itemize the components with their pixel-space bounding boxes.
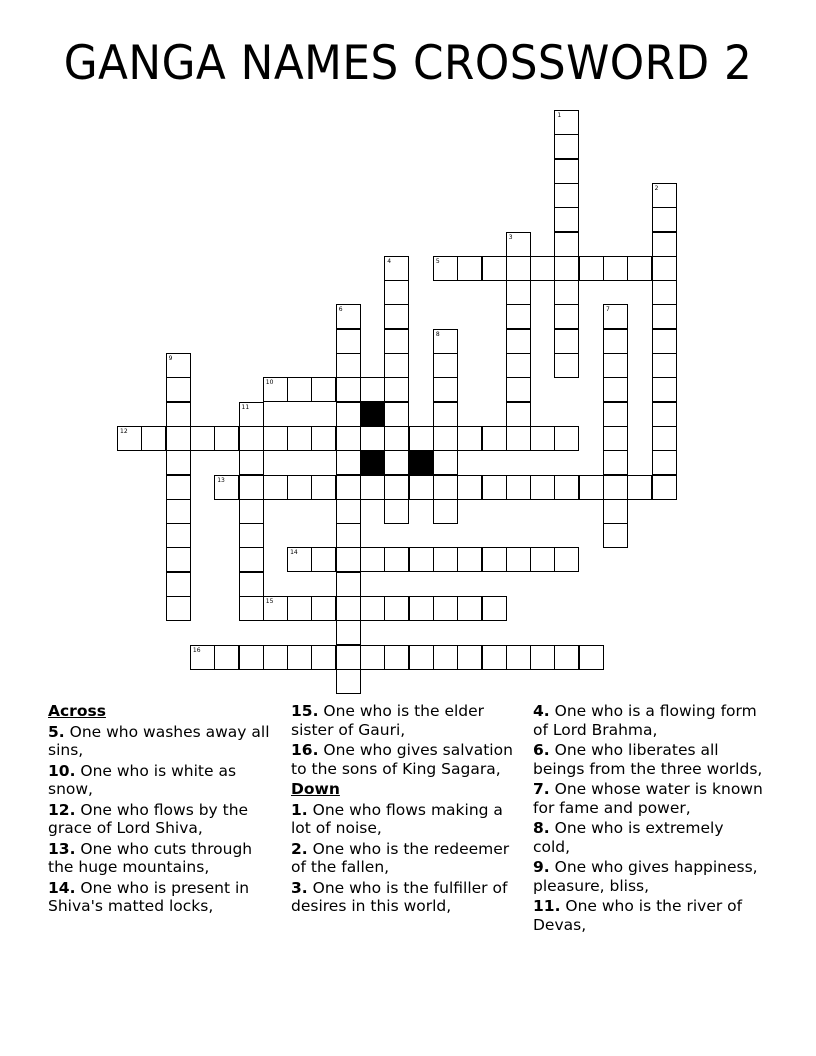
crossword-cell[interactable] bbox=[652, 353, 677, 378]
clue-item bbox=[533, 858, 763, 895]
clue-item bbox=[291, 741, 521, 778]
crossword-cell[interactable] bbox=[482, 596, 507, 621]
crossword-cell[interactable] bbox=[530, 547, 555, 572]
clue-number: 10. bbox=[48, 761, 76, 780]
crossword-cell[interactable] bbox=[117, 426, 142, 451]
crossword-block bbox=[360, 402, 385, 427]
clue-number-label: 7 bbox=[606, 306, 610, 314]
crossword-cell[interactable] bbox=[336, 669, 361, 694]
down-clue-list bbox=[291, 801, 521, 916]
clue-item bbox=[533, 780, 763, 817]
clue-text: One who gives salvation to the sons of King Sagara, bbox=[291, 741, 513, 778]
crossword-cell[interactable] bbox=[311, 426, 336, 451]
crossword-cell[interactable] bbox=[603, 426, 628, 451]
clue-item bbox=[533, 819, 763, 856]
crossword-cell[interactable] bbox=[311, 596, 336, 621]
crossword-cell[interactable] bbox=[336, 377, 361, 402]
crossword-cell[interactable] bbox=[433, 450, 458, 475]
clue-text: One who is the river of Devas, bbox=[533, 897, 743, 934]
clue-number: 7. bbox=[533, 780, 550, 798]
crossword-cell[interactable] bbox=[603, 377, 628, 402]
crossword-cell[interactable] bbox=[141, 426, 166, 451]
crossword-cell[interactable] bbox=[433, 256, 458, 281]
clue-item bbox=[48, 801, 278, 838]
clue-column-1 bbox=[48, 702, 278, 918]
clue-number-label: 11 bbox=[241, 403, 250, 411]
clue-item bbox=[48, 840, 278, 877]
clue-text: One who flows by the grace of Lord Shiva, bbox=[48, 800, 249, 837]
crossword-cell[interactable] bbox=[409, 596, 434, 621]
clue-number-label: 3 bbox=[508, 233, 513, 241]
clue-text: One whose water is known for fame and power, bbox=[533, 780, 763, 817]
crossword-cell[interactable] bbox=[214, 475, 239, 500]
crossword-cell[interactable] bbox=[384, 547, 409, 572]
crossword-cell[interactable] bbox=[554, 304, 579, 329]
clue-number: 15. bbox=[291, 702, 319, 720]
crossword-cell[interactable] bbox=[166, 547, 191, 572]
crossword-cell[interactable] bbox=[482, 475, 507, 500]
crossword-cell[interactable] bbox=[530, 426, 555, 451]
crossword-cell[interactable] bbox=[482, 426, 507, 451]
crossword-cell[interactable] bbox=[603, 499, 628, 524]
clue-number: 2. bbox=[291, 839, 308, 858]
clue-number: 11. bbox=[533, 897, 561, 915]
crossword-cell[interactable] bbox=[627, 256, 652, 281]
crossword-cell[interactable] bbox=[603, 304, 628, 329]
crossword-cell[interactable] bbox=[239, 547, 264, 572]
crossword-cell[interactable] bbox=[603, 523, 628, 548]
clue-text: One who is white as snow, bbox=[48, 761, 237, 798]
crossword-cell[interactable] bbox=[263, 596, 288, 621]
crossword-cell[interactable] bbox=[652, 256, 677, 281]
crossword-cell[interactable] bbox=[554, 110, 579, 135]
crossword-cell[interactable] bbox=[409, 475, 434, 500]
clue-number: 3. bbox=[291, 878, 308, 897]
crossword-cell[interactable] bbox=[287, 596, 312, 621]
crossword-cell[interactable] bbox=[384, 280, 409, 305]
crossword-cell[interactable] bbox=[336, 523, 361, 548]
crossword-cell[interactable] bbox=[433, 596, 458, 621]
crossword-cell[interactable] bbox=[166, 450, 191, 475]
crossword-cell[interactable] bbox=[603, 450, 628, 475]
crossword-cell[interactable] bbox=[506, 304, 531, 329]
crossword-cell[interactable] bbox=[360, 426, 385, 451]
crossword-cell[interactable] bbox=[433, 402, 458, 427]
clue-number: 5. bbox=[48, 722, 65, 741]
crossword-cell[interactable] bbox=[457, 256, 482, 281]
clue-number-label: 15 bbox=[265, 598, 274, 605]
crossword-cell[interactable] bbox=[360, 645, 385, 670]
crossword-cell[interactable] bbox=[166, 572, 191, 597]
crossword-cell[interactable] bbox=[652, 207, 677, 232]
clue-text: One who gives happiness, pleasure, bliss, bbox=[533, 858, 758, 895]
crossword-cell[interactable] bbox=[336, 426, 361, 451]
clue-number-label: 5 bbox=[435, 257, 440, 265]
clue-number-label: 1 bbox=[557, 112, 562, 119]
crossword-cell[interactable] bbox=[530, 645, 555, 670]
crossword-cell[interactable] bbox=[579, 475, 604, 500]
crossword-cell[interactable] bbox=[652, 329, 677, 354]
crossword-cell[interactable] bbox=[506, 645, 531, 670]
clue-number: 9. bbox=[533, 858, 550, 876]
crossword-cell[interactable] bbox=[214, 426, 239, 451]
clue-number: 4. bbox=[533, 702, 550, 720]
crossword-cell[interactable] bbox=[433, 377, 458, 402]
crossword-cell[interactable] bbox=[336, 572, 361, 597]
crossword-cell[interactable] bbox=[433, 426, 458, 451]
clue-number-label: 6 bbox=[338, 306, 343, 314]
clue-number: 14. bbox=[48, 878, 76, 897]
crossword-cell[interactable] bbox=[652, 450, 677, 475]
crossword-cell[interactable] bbox=[554, 232, 579, 257]
clue-number-label: 13 bbox=[217, 476, 225, 484]
clue-item bbox=[533, 897, 763, 934]
crossword-cell[interactable] bbox=[506, 280, 531, 305]
crossword-cell[interactable] bbox=[166, 402, 191, 427]
crossword-cell[interactable] bbox=[190, 645, 215, 670]
crossword-cell[interactable] bbox=[384, 596, 409, 621]
clue-item bbox=[48, 879, 278, 916]
crossword-cell[interactable] bbox=[482, 256, 507, 281]
clue-number: 6. bbox=[533, 741, 550, 759]
crossword-cell[interactable] bbox=[336, 475, 361, 500]
crossword-cell[interactable] bbox=[166, 499, 191, 524]
clue-item bbox=[48, 723, 278, 760]
crossword-cell[interactable] bbox=[311, 547, 336, 572]
crossword-cell[interactable] bbox=[433, 499, 458, 524]
clue-item bbox=[291, 702, 521, 739]
crossword-cell[interactable] bbox=[554, 329, 579, 354]
crossword-cell[interactable] bbox=[603, 402, 628, 427]
crossword-cell[interactable] bbox=[384, 353, 409, 378]
crossword-cell[interactable] bbox=[287, 645, 312, 670]
crossword-cell[interactable] bbox=[652, 475, 677, 500]
crossword-cell[interactable] bbox=[336, 329, 361, 354]
crossword-cell[interactable] bbox=[554, 159, 579, 184]
crossword-cell[interactable] bbox=[360, 475, 385, 500]
crossword-cell[interactable] bbox=[360, 377, 385, 402]
crossword-cell[interactable] bbox=[263, 426, 288, 451]
crossword-cell[interactable] bbox=[336, 402, 361, 427]
crossword-cell[interactable] bbox=[433, 645, 458, 670]
clue-number: 8. bbox=[533, 819, 550, 837]
crossword-cell[interactable] bbox=[603, 329, 628, 354]
crossword-cell[interactable] bbox=[239, 402, 264, 427]
crossword-cell[interactable] bbox=[263, 645, 288, 670]
crossword-cell[interactable] bbox=[166, 596, 191, 621]
crossword-cell[interactable] bbox=[384, 499, 409, 524]
clue-number-label: 2 bbox=[654, 184, 659, 192]
crossword-cell[interactable] bbox=[554, 207, 579, 232]
crossword-cell[interactable] bbox=[336, 620, 361, 645]
crossword-cell[interactable] bbox=[384, 475, 409, 500]
crossword-cell[interactable] bbox=[506, 329, 531, 354]
crossword-cell[interactable] bbox=[166, 353, 191, 378]
crossword-cell[interactable] bbox=[482, 547, 507, 572]
across-clue-list bbox=[48, 723, 278, 916]
crossword-cell[interactable] bbox=[239, 450, 264, 475]
clue-number: 1. bbox=[291, 800, 308, 819]
clue-text: One who is extremely cold, bbox=[533, 819, 724, 856]
crossword-cell[interactable] bbox=[409, 547, 434, 572]
crossword-cell[interactable] bbox=[506, 377, 531, 402]
clue-column-2 bbox=[291, 702, 521, 918]
across-heading: Across bbox=[48, 702, 106, 720]
crossword-cell[interactable] bbox=[239, 572, 264, 597]
crossword-cell[interactable] bbox=[263, 377, 288, 402]
page-title: GANGA NAMES CROSSWORD 2 bbox=[63, 36, 753, 91]
crossword-cell[interactable] bbox=[579, 256, 604, 281]
crossword-cell[interactable] bbox=[239, 426, 264, 451]
clue-number-label: 16 bbox=[192, 646, 201, 654]
clue-number-label: 14 bbox=[290, 549, 298, 557]
clue-item bbox=[291, 879, 521, 916]
clue-text: One who cuts through the huge mountains, bbox=[48, 839, 253, 876]
crossword-cell[interactable] bbox=[166, 377, 191, 402]
clue-text: One who is present in Shiva's matted locks, bbox=[48, 878, 250, 915]
crossword-cell[interactable] bbox=[287, 475, 312, 500]
crossword-cell[interactable] bbox=[652, 402, 677, 427]
clue-text: One who is the fulfiller of desires in this world, bbox=[291, 878, 508, 915]
clue-text: One who is the redeemer of the fallen, bbox=[291, 839, 510, 876]
crossword-cell[interactable] bbox=[384, 450, 409, 475]
crossword-cell[interactable] bbox=[263, 475, 288, 500]
down-heading: Down bbox=[291, 780, 340, 798]
crossword-cell[interactable] bbox=[457, 475, 482, 500]
crossword-cell[interactable] bbox=[384, 377, 409, 402]
crossword-cell[interactable] bbox=[433, 547, 458, 572]
clue-column-3 bbox=[533, 702, 763, 936]
crossword-cell[interactable] bbox=[311, 377, 336, 402]
crossword-cell[interactable] bbox=[506, 475, 531, 500]
crossword-cell[interactable] bbox=[652, 377, 677, 402]
crossword-cell[interactable] bbox=[287, 547, 312, 572]
clue-number-label: 12 bbox=[120, 427, 128, 435]
clue-item bbox=[291, 840, 521, 877]
crossword-cell[interactable] bbox=[336, 353, 361, 378]
crossword-cell[interactable] bbox=[506, 547, 531, 572]
crossword-cell[interactable] bbox=[603, 475, 628, 500]
crossword-cell[interactable] bbox=[239, 645, 264, 670]
crossword-cell[interactable] bbox=[652, 426, 677, 451]
crossword-cell[interactable] bbox=[554, 645, 579, 670]
clue-item bbox=[291, 801, 521, 838]
crossword-cell[interactable] bbox=[360, 596, 385, 621]
crossword-cell[interactable] bbox=[384, 256, 409, 281]
crossword-cell[interactable] bbox=[336, 547, 361, 572]
crossword-cell[interactable] bbox=[603, 353, 628, 378]
crossword-cell[interactable] bbox=[554, 134, 579, 159]
crossword-cell[interactable] bbox=[433, 353, 458, 378]
crossword-cell[interactable] bbox=[506, 256, 531, 281]
crossword-cell[interactable] bbox=[287, 377, 312, 402]
crossword-cell[interactable] bbox=[384, 402, 409, 427]
clue-item bbox=[48, 762, 278, 799]
clue-text: One who flows making a lot of noise, bbox=[291, 800, 503, 837]
crossword-cell[interactable] bbox=[652, 304, 677, 329]
crossword-cell[interactable] bbox=[433, 329, 458, 354]
crossword-cell[interactable] bbox=[336, 499, 361, 524]
crossword-cell[interactable] bbox=[652, 183, 677, 208]
crossword-cell[interactable] bbox=[166, 475, 191, 500]
crossword-cell[interactable] bbox=[287, 426, 312, 451]
crossword-cell[interactable] bbox=[554, 280, 579, 305]
crossword-cell[interactable] bbox=[554, 426, 579, 451]
crossword-cell[interactable] bbox=[457, 547, 482, 572]
crossword-cell[interactable] bbox=[409, 426, 434, 451]
clue-number-label: 4 bbox=[387, 257, 392, 265]
crossword-cell[interactable] bbox=[239, 523, 264, 548]
clue-number: 16. bbox=[291, 741, 319, 759]
crossword-cell[interactable] bbox=[384, 329, 409, 354]
crossword-block bbox=[409, 450, 434, 475]
crossword-cell[interactable] bbox=[384, 426, 409, 451]
crossword-cell[interactable] bbox=[554, 475, 579, 500]
crossword-cell[interactable] bbox=[530, 475, 555, 500]
crossword-cell[interactable] bbox=[166, 523, 191, 548]
crossword-cell[interactable] bbox=[506, 232, 531, 257]
crossword-cell[interactable] bbox=[579, 645, 604, 670]
crossword-cell[interactable] bbox=[336, 645, 361, 670]
crossword-cell[interactable] bbox=[166, 426, 191, 451]
crossword-cell[interactable] bbox=[239, 475, 264, 500]
crossword-cell[interactable] bbox=[554, 256, 579, 281]
crossword-cell[interactable] bbox=[506, 426, 531, 451]
crossword-cell[interactable] bbox=[652, 280, 677, 305]
clue-number-label: 10 bbox=[265, 379, 274, 387]
clue-number: 13. bbox=[48, 839, 76, 858]
crossword-cell[interactable] bbox=[409, 645, 434, 670]
crossword-cell[interactable] bbox=[603, 256, 628, 281]
crossword-block bbox=[360, 450, 385, 475]
clue-number-label: 9 bbox=[168, 355, 173, 362]
crossword-cell[interactable] bbox=[384, 304, 409, 329]
crossword-cell[interactable] bbox=[239, 596, 264, 621]
crossword-cell[interactable] bbox=[506, 353, 531, 378]
crossword-cell[interactable] bbox=[336, 304, 361, 329]
crossword-cell[interactable] bbox=[311, 475, 336, 500]
clue-item bbox=[533, 741, 763, 778]
crossword-cell[interactable] bbox=[190, 426, 215, 451]
clue-number-label: 8 bbox=[435, 330, 440, 338]
crossword-cell[interactable] bbox=[554, 183, 579, 208]
crossword-cell[interactable] bbox=[214, 645, 239, 670]
crossword-cell[interactable] bbox=[433, 475, 458, 500]
crossword-cell[interactable] bbox=[530, 256, 555, 281]
crossword-cell[interactable] bbox=[360, 547, 385, 572]
crossword-cell[interactable] bbox=[384, 645, 409, 670]
crossword-cell[interactable] bbox=[336, 596, 361, 621]
crossword-cell[interactable] bbox=[457, 645, 482, 670]
clue-text: One who washes away all sins, bbox=[48, 722, 270, 759]
crossword-cell[interactable] bbox=[457, 426, 482, 451]
down-clue-list-continued bbox=[533, 702, 763, 934]
crossword-cell[interactable] bbox=[506, 402, 531, 427]
clue-text: One who is the elder sister of Gauri, bbox=[291, 702, 485, 739]
across-clue-list-continued bbox=[291, 702, 521, 778]
crossword-cell[interactable] bbox=[554, 547, 579, 572]
crossword-cell[interactable] bbox=[457, 596, 482, 621]
crossword-cell[interactable] bbox=[239, 499, 264, 524]
crossword-cell[interactable] bbox=[652, 232, 677, 257]
clue-text: One who liberates all beings from the three worlds, bbox=[533, 741, 763, 778]
clue-number: 12. bbox=[48, 800, 76, 819]
crossword-cell[interactable] bbox=[627, 475, 652, 500]
crossword-cell[interactable] bbox=[336, 450, 361, 475]
crossword-cell[interactable] bbox=[311, 645, 336, 670]
crossword-cell[interactable] bbox=[482, 645, 507, 670]
clue-text: One who is a flowing form of Lord Brahma, bbox=[533, 702, 757, 739]
clue-item bbox=[533, 702, 763, 739]
crossword-cell[interactable] bbox=[554, 353, 579, 378]
